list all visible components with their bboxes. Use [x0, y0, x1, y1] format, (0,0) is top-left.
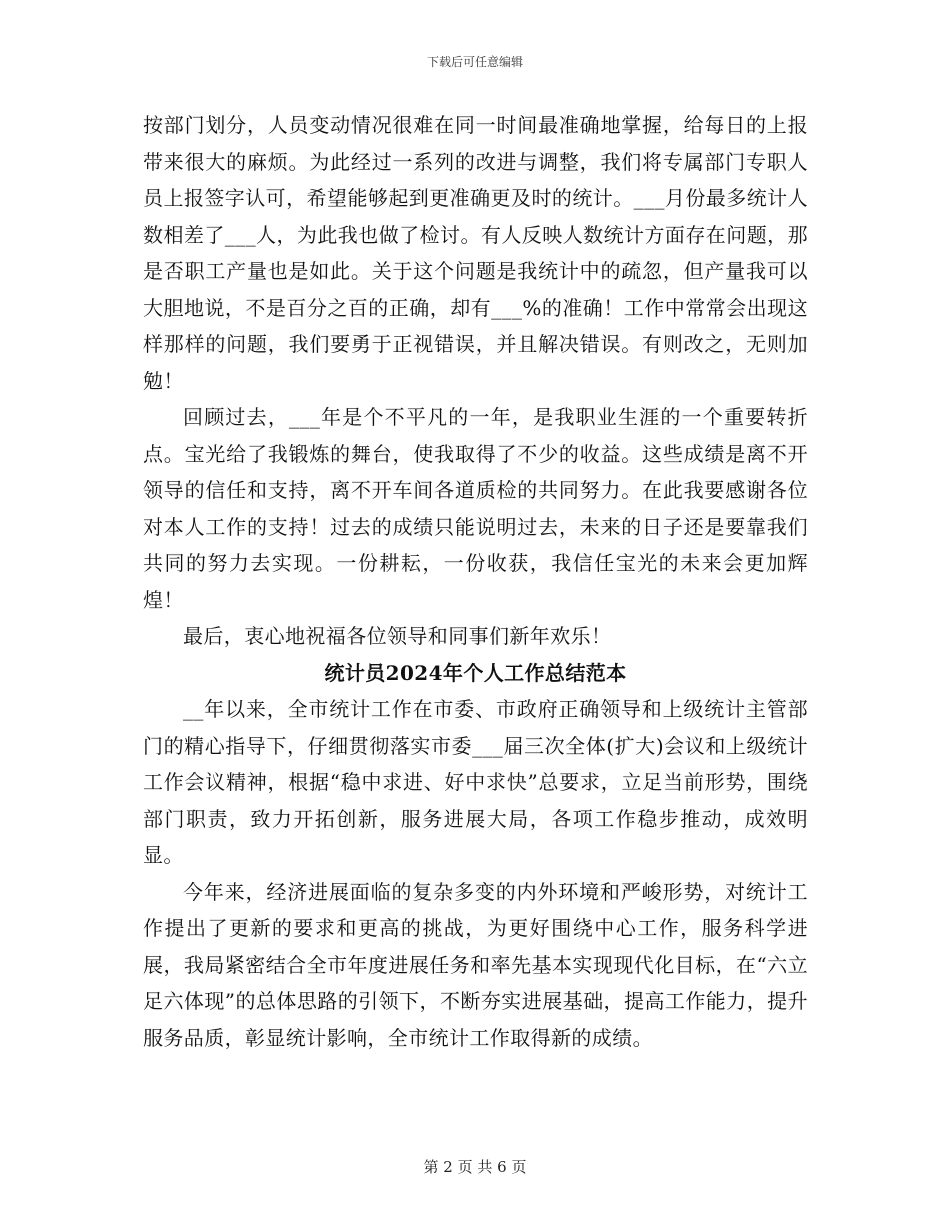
page-header-note: 下载后可任意编辑 [426, 55, 523, 69]
document-body [143, 107, 808, 1056]
section-paragraph-1: __年以来，全市统计工作在市委、市政府正确领导和上级统计主管部门的精心指导下，仔细贯彻落实市委___届三次全体(扩大)会议和上级统计工作会议精神，根据“稳中求进、好中求快”总要求，立足当前形势，围绕部门职责，致力开拓创新，服务进展大局，各项工作稳步推动，成效明显。 [143, 697, 808, 867]
section-paragraph-2: 今年来，经济进展面临的复杂多变的内外环境和严峻形势，对统计工作提出了更新的要求和更高的挑战，为更好围绕中心工作，服务科学进展，我局紧密结合全市年度进展任务和率先基本实现现代化目标，在“六立足六体现”的总体思路的引领下，不断夯实进展基础，提高工作能力，提升服务品质，彰显统计影响，全市统计工作取得新的成绩。 [143, 879, 808, 1050]
body-paragraph-2: 回顾过去，___年是个不平凡的一年，是我职业生涯的一个重要转折点。宝光给了我锻炼的舞台，使我取得了不少的收益。这些成绩是离不开领导的信任和支持，离不开车间各道质检的共同努力。在此我要感谢各位对本人工作的支持！过去的成绩只能说明过去，未来的日子还是要靠我们共同的努力去实现。一份耕耘，一份收获，我信任宝光的未来会更加辉煌！ [143, 405, 808, 612]
page-number-footer: 第 2 页 共 6 页 [423, 1158, 527, 1176]
body-paragraph-3: 最后，衷心地祝福各位领导和同事们新年欢乐！ [183, 624, 612, 648]
section-title: 统计员2024年个人工作总结范本 [324, 660, 627, 685]
body-paragraph-1: 按部门划分，人员变动情况很难在同一时间最准确地掌握，给每日的上报带来很大的麻烦。为此经过一系列的改进与调整，我们将专属部门专职人员上报签字认可，希望能够起到更准确更及时的统计。___月份最多统计人数相差了___人，为此我也做了检讨。有人反映人数统计方面存在问题，那是否职工产量也是如此。关于这个问题是我统计中的疏忽，但产量我可以大胆地说，不是百分之百的正确，却有___%的准确！工作中常常会出现这样那样的问题，我们要勇于正视错误，并且解决错误。有则改之，无则加勉！ [143, 113, 808, 393]
